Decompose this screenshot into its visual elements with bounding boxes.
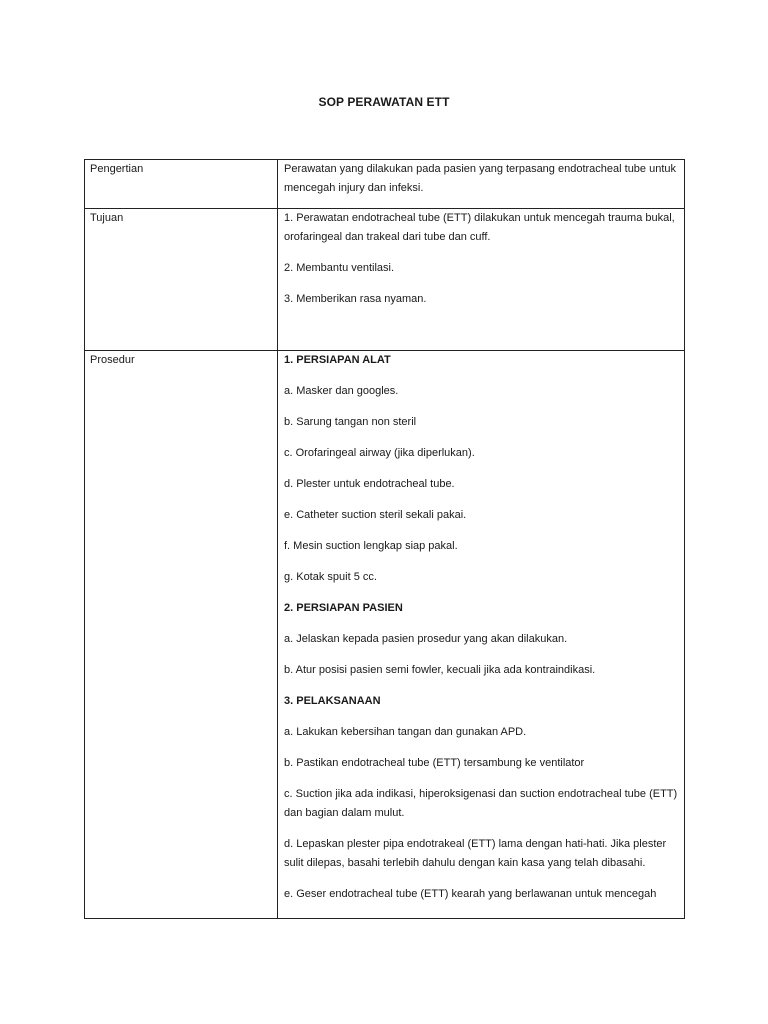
label-cell-prosedur xyxy=(85,351,278,919)
pengertian-text: Perawatan yang dilakukan pada pasien yang terpasang endotracheal tube untuk mencegah injury dan infeksi. xyxy=(284,163,677,194)
list-item: e. Geser endotracheal tube (ETT) kearah yang berlawanan untuk mencegah xyxy=(284,888,657,900)
list-item: g. Kotak spuit 5 cc. xyxy=(284,571,377,583)
list-item: b. Sarung tangan non steril xyxy=(284,416,417,428)
table-row-tujuan xyxy=(85,209,685,351)
label-cell-tujuan xyxy=(85,209,278,351)
section-heading-persiapan-alat: 1. PERSIAPAN ALAT xyxy=(284,354,391,366)
label-pengertian: Pengertian xyxy=(90,163,144,175)
label-prosedur: Prosedur xyxy=(90,354,135,366)
list-item: c. Suction jika ada indikasi, hiperoksigenasi dan suction endotracheal tube (ETT) dan bagian dalam mulut. xyxy=(284,788,678,819)
section-heading-persiapan-pasien: 2. PERSIAPAN PASIEN xyxy=(284,602,403,614)
list-item: c. Orofaringeal airway (jika diperlukan). xyxy=(284,447,475,459)
list-item: b. Atur posisi pasien semi fowler, kecuali jika ada kontraindikasi. xyxy=(284,664,596,676)
tujuan-item: 1. Perawatan endotracheal tube (ETT) dilakukan untuk mencegah trauma bukal, orofaringeal dan trakeal dari tube dan cuff. xyxy=(284,212,675,243)
content-cell-pengertian xyxy=(278,160,685,209)
list-item: a. Jelaskan kepada pasien prosedur yang akan dilakukan. xyxy=(284,633,568,645)
content-cell-prosedur xyxy=(278,351,685,919)
content-cell-tujuan xyxy=(278,209,685,351)
section-heading-pelaksanaan: 3. PELAKSANAAN xyxy=(284,695,381,707)
prosedur-content xyxy=(284,351,678,918)
list-item: f. Mesin suction lengkap siap pakal. xyxy=(284,540,458,552)
tujuan-item: 3. Memberikan rasa nyaman. xyxy=(284,293,427,305)
label-tujuan: Tujuan xyxy=(90,212,124,224)
tujuan-item: 2. Membantu ventilasi. xyxy=(284,262,395,274)
list-item: d. Lepaskan plester pipa endotrakeal (ETT) lama dengan hati-hati. Jika plester sulit dilepas, basahi terlebih dahulu dengan kain kasa yang telah dibasahi. xyxy=(284,838,667,869)
list-item: d. Plester untuk endotracheal tube. xyxy=(284,478,455,490)
sop-table xyxy=(84,159,685,919)
list-item: b. Pastikan endotracheal tube (ETT) tersambung ke ventilator xyxy=(284,757,585,769)
label-cell-pengertian xyxy=(85,160,278,209)
list-item: a. Masker dan googles. xyxy=(284,385,399,397)
list-item: e. Catheter suction steril sekali pakai. xyxy=(284,509,467,521)
table-row-pengertian xyxy=(85,160,685,209)
list-item: a. Lakukan kebersihan tangan dan gunakan APD. xyxy=(284,726,527,738)
document-title: SOP PERAWATAN ETT xyxy=(318,95,450,109)
table-row-prosedur xyxy=(85,351,685,919)
